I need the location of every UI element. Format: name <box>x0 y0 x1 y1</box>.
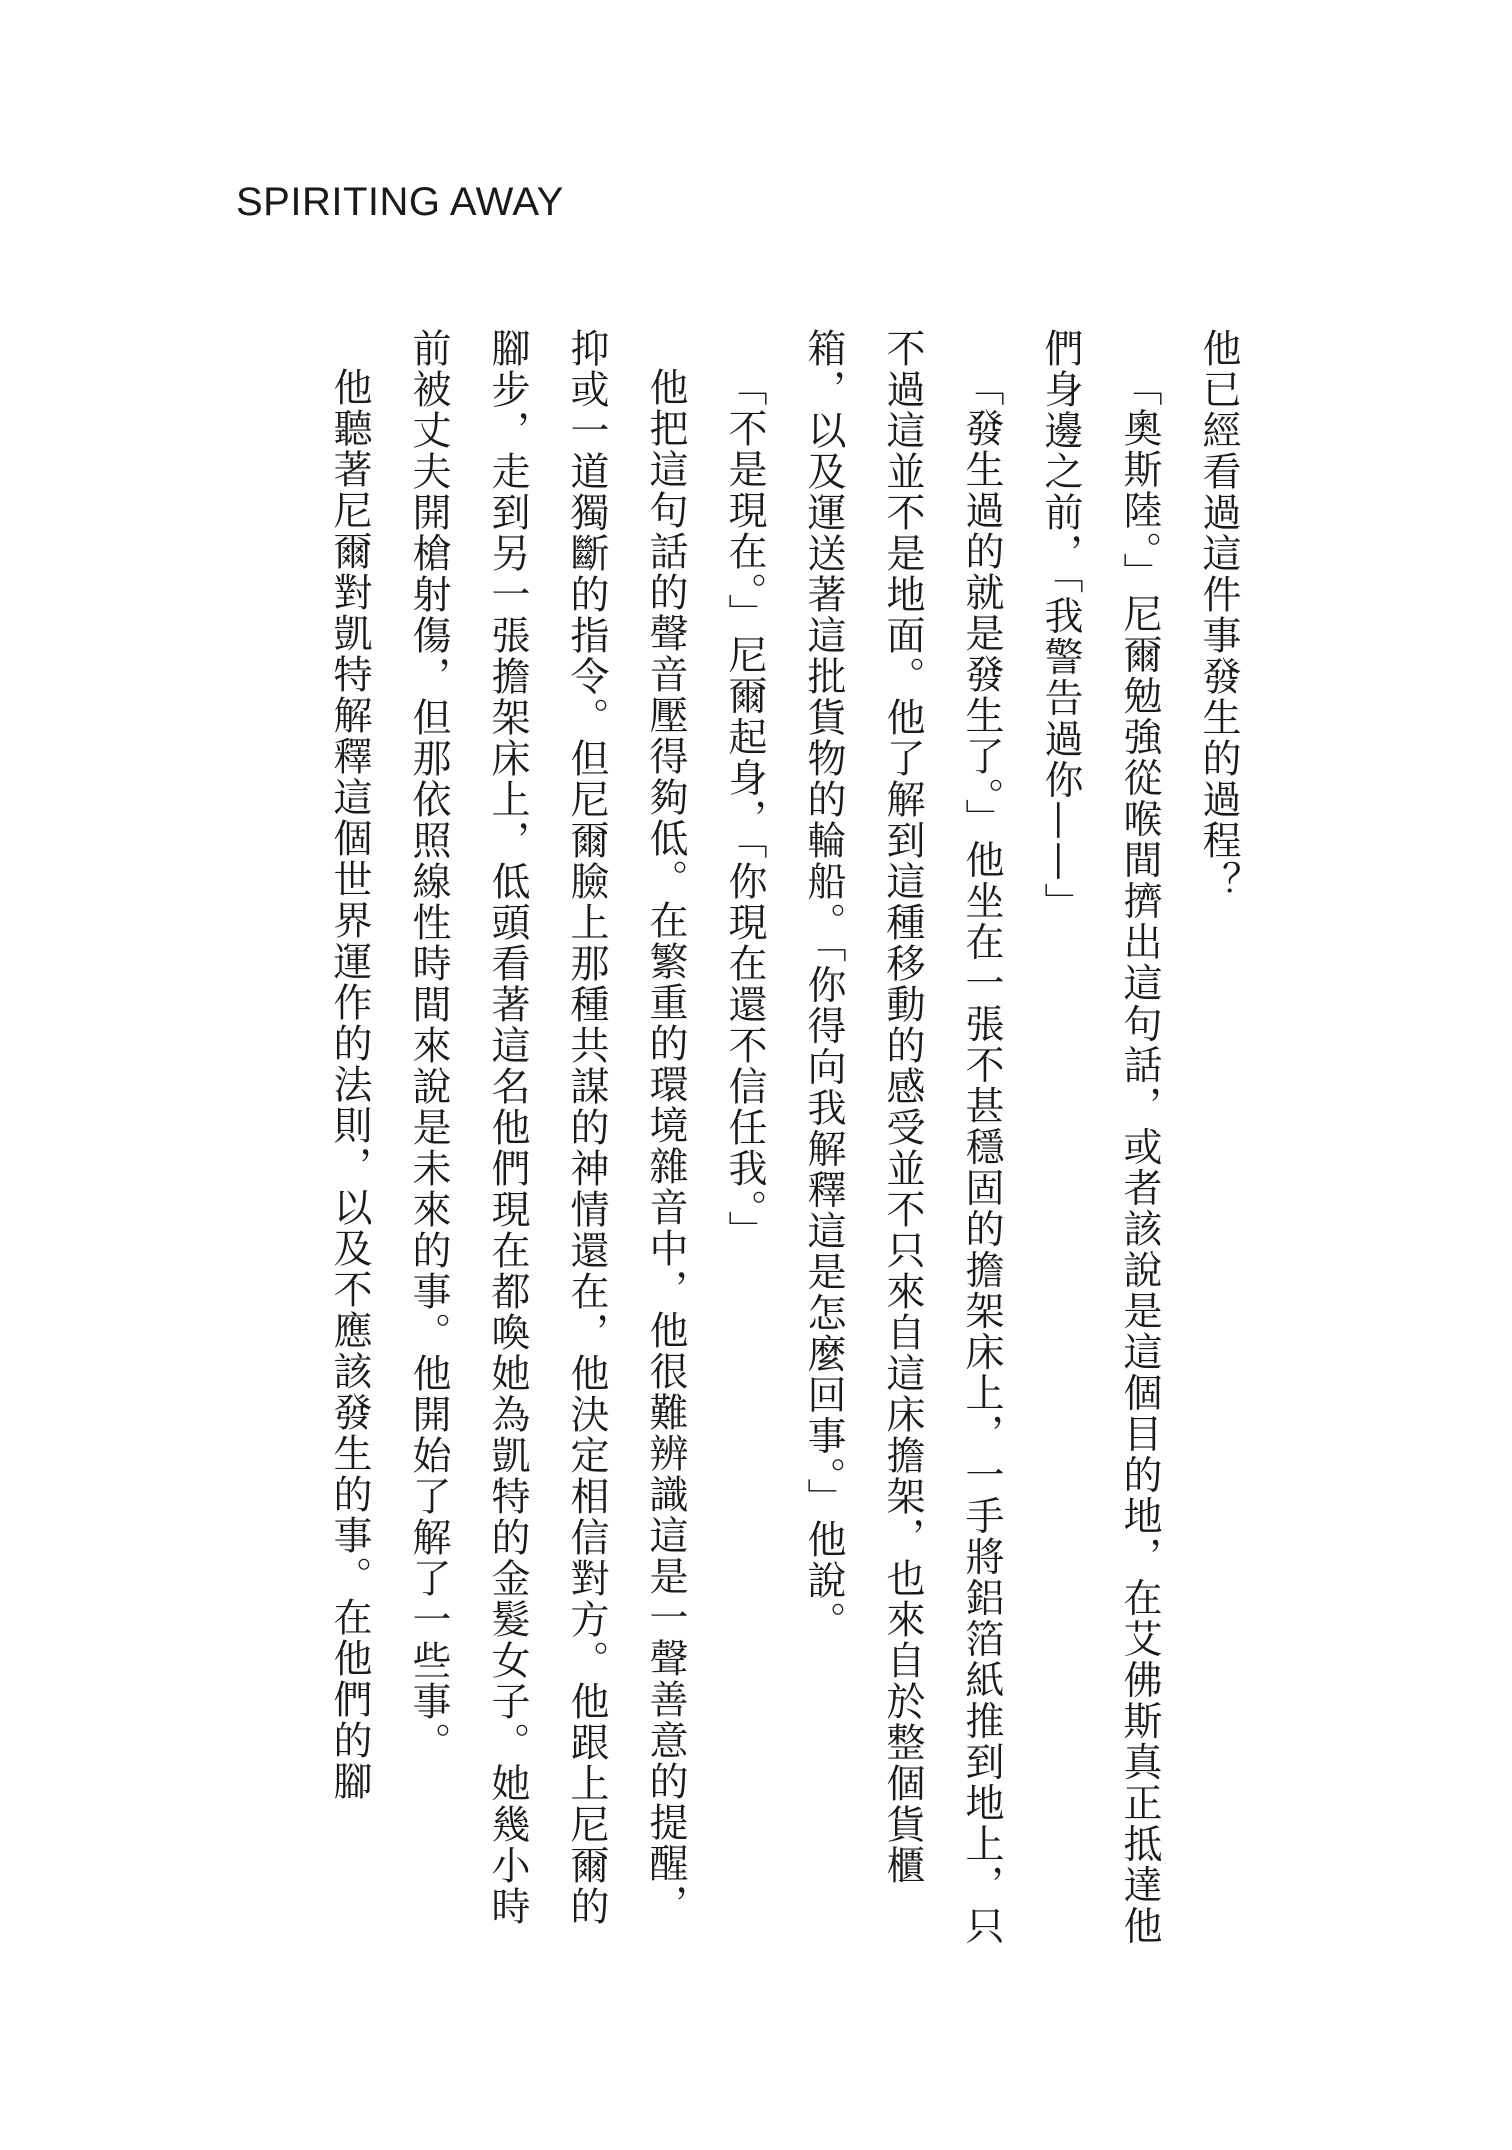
paragraph-4: 「不是現在。」尼爾起身，「你現在還不信任我。」 <box>722 367 767 1252</box>
paragraph-5: 他把這句話的聲音壓得夠低。在繁重的環境雜音中，他很難辨識這是一聲善意的提醒，抑或一道獨斷的指令。但尼爾臉上那種共謀的神情還在，他決定相信對方。他跟上尼爾的腳步，走到另一張擔架床上，低頭看著這名他們現在都喚她為凱特的金髮女子。她幾小時前被丈夫開槍射傷，但那依照線性時間來說是未來的事。他開始了解了一些事。 <box>406 328 688 1927</box>
paragraph-6: 他聽著尼爾對凱特解釋這個世界運作的法則，以及不應該發生的事。在他們的腳 <box>327 367 372 1802</box>
paragraph-2: 「奧斯陸。」尼爾勉強從喉間擠出這句話，或者該說是這個目的地，在艾佛斯真正抵達他們身邊之前，「我警告過你——」 <box>1038 328 1162 1947</box>
body-text <box>310 328 1258 1948</box>
running-head: SPIRITING AWAY <box>236 180 564 224</box>
paragraph-1: 他已經看過這件事發生的過程？ <box>1196 328 1241 902</box>
paragraph-3: 「發生過的就是發生了。」他坐在一張不甚穩固的擔架床上，一手將鋁箔紙推到地上，只不過這並不是地面。他了解到這種移動的感受並不只來自這床擔架，也來自於整個貨櫃箱，以及運送著這批貨物的輪船。「你得向我解釋這是怎麼回事。」他說。 <box>801 328 1004 1947</box>
